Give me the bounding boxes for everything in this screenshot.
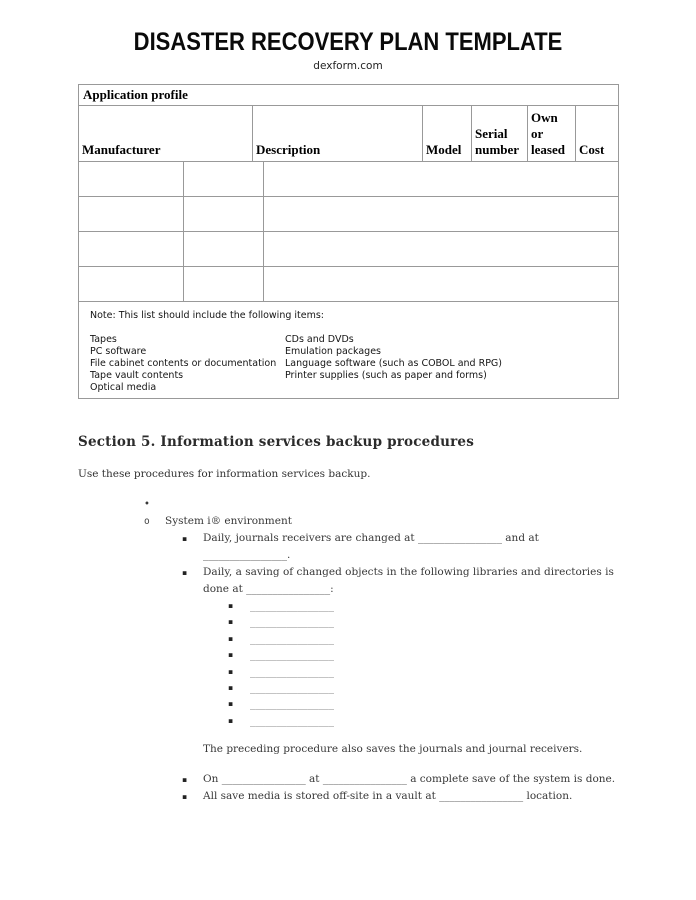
- bullet-square-icon: ▪: [228, 683, 234, 693]
- fill-in-blank: ________________: [250, 665, 334, 678]
- header-cell-manufacturer: [79, 106, 253, 161]
- bullet-text-line: ________________.: [203, 549, 291, 561]
- note-item-right: Emulation packages: [285, 346, 382, 357]
- header-cell-description: [253, 106, 423, 161]
- empty-cell: [79, 162, 184, 196]
- bullet-text-line: Daily, a saving of changed objects in the following libraries and directories is: [203, 566, 614, 578]
- bullet-square-icon: ▪: [182, 792, 188, 802]
- bullet-text: On ________________ at ________________ a complete save of the system is done.: [203, 773, 616, 786]
- empty-cell: [184, 232, 264, 266]
- bullet-square-icon: ▪: [228, 699, 234, 709]
- document-title: DISASTER RECOVERY PLAN TEMPLATE: [133, 28, 563, 56]
- bullet-square-icon: ▪: [182, 775, 188, 785]
- note-intro: Note: This list should include the following items:: [90, 310, 324, 321]
- header-cell-serial-number: [472, 106, 528, 161]
- bullet-square-icon: ▪: [228, 601, 234, 610]
- blank-line-item: [228, 664, 696, 680]
- blank-line-item: [228, 696, 696, 712]
- table-row: [79, 232, 618, 267]
- note-item-left: Tape vault contents: [90, 370, 184, 381]
- bullet-text: System i® environment: [165, 515, 292, 527]
- header-label: Own or leased: [531, 110, 565, 158]
- fill-in-blank: ________________: [250, 682, 334, 695]
- bullet-square-icon: ▪: [228, 666, 234, 676]
- bullet-square-icon: ▪: [228, 617, 234, 627]
- table-caption: Application profile: [79, 85, 618, 106]
- bullet-item-complete-save: [182, 771, 696, 788]
- note-item-right: [285, 382, 608, 394]
- bullet-square-icon: ▪: [182, 534, 188, 543]
- note-cell: [79, 302, 618, 398]
- bullet-square-icon: ▪: [228, 650, 234, 660]
- bullet-text: [203, 564, 614, 598]
- header-label: Description: [256, 142, 321, 158]
- header-label: Serial number: [475, 126, 520, 158]
- note-item-left: File cabinet contents or documentation: [90, 358, 277, 369]
- blank-line-item: [228, 713, 696, 729]
- bullet-dot-icon: •: [144, 499, 150, 510]
- empty-cell: [79, 232, 184, 266]
- empty-cell: [264, 197, 618, 231]
- empty-cell: [184, 162, 264, 196]
- bullet-item-level1-empty: [144, 496, 696, 513]
- empty-cell: [264, 162, 618, 196]
- blank-line-item: [228, 680, 696, 696]
- bullet-square-icon: ▪: [182, 568, 188, 577]
- empty-cell: [79, 197, 184, 231]
- note-item-left: Optical media: [90, 382, 157, 393]
- fill-in-blank: ________________: [250, 714, 334, 727]
- blank-line-item: [228, 614, 696, 630]
- fill-in-blank: ________________: [250, 616, 334, 629]
- empty-cell: [184, 267, 264, 301]
- bullet-item-offsite-vault: [182, 788, 696, 805]
- fill-in-blank: ________________: [250, 698, 334, 711]
- blank-line-item: [228, 598, 696, 614]
- header-cell-own-or-leased: [528, 106, 576, 161]
- empty-cell: [79, 267, 184, 301]
- bullet-circle-icon: o: [144, 516, 150, 527]
- procedure-note: The preceding procedure also saves the journals and journal receivers.: [203, 743, 583, 756]
- bullet-text: [203, 530, 539, 564]
- note-item-right: Printer supplies (such as paper and forms): [285, 370, 487, 381]
- fill-in-blank: ________________: [250, 632, 334, 645]
- bullet-text: All save media is stored off-site in a vault at ________________ location.: [203, 790, 573, 803]
- blank-line-item: [228, 631, 696, 647]
- header-cell-model: [423, 106, 472, 161]
- application-profile-table: [78, 84, 619, 399]
- table-row: [79, 197, 618, 232]
- bullet-list: [78, 496, 696, 805]
- section-intro: Use these procedures for information services backup.: [78, 468, 371, 480]
- empty-cell: [264, 267, 618, 301]
- bullet-item-system-i: [144, 513, 696, 530]
- note-item-right: CDs and DVDs: [285, 334, 354, 345]
- note-item-left: Tapes: [90, 334, 117, 345]
- header-label: Manufacturer: [82, 142, 161, 158]
- table-row: [79, 267, 618, 302]
- bullet-item-journals: [182, 530, 696, 564]
- section-heading: Section 5. Information services backup procedures: [78, 434, 475, 450]
- fill-in-blank: ________________: [250, 649, 334, 662]
- blank-line-item: [228, 647, 696, 663]
- note-items: [90, 334, 608, 394]
- bullet-text-line: Daily, journals receivers are changed at ________________ and at: [203, 532, 539, 544]
- bullet-text-line: done at ________________:: [203, 583, 334, 595]
- empty-cell: [264, 232, 618, 266]
- site-link: dexform.com: [313, 60, 383, 72]
- bullet-item-saving-objects: [182, 564, 696, 598]
- header-cell-cost: [576, 106, 618, 161]
- note-item-right: Language software (such as COBOL and RPG): [285, 358, 502, 369]
- note-item-left: PC software: [90, 346, 147, 357]
- bullet-square-icon: ▪: [228, 715, 234, 725]
- bullet-square-icon: ▪: [228, 633, 234, 643]
- table-row: [79, 162, 618, 197]
- empty-cell: [184, 197, 264, 231]
- header-label: Cost: [579, 142, 605, 158]
- header-label: Model: [426, 142, 462, 158]
- fill-in-blank: ________________: [250, 600, 334, 612]
- table-header-row: [79, 106, 618, 162]
